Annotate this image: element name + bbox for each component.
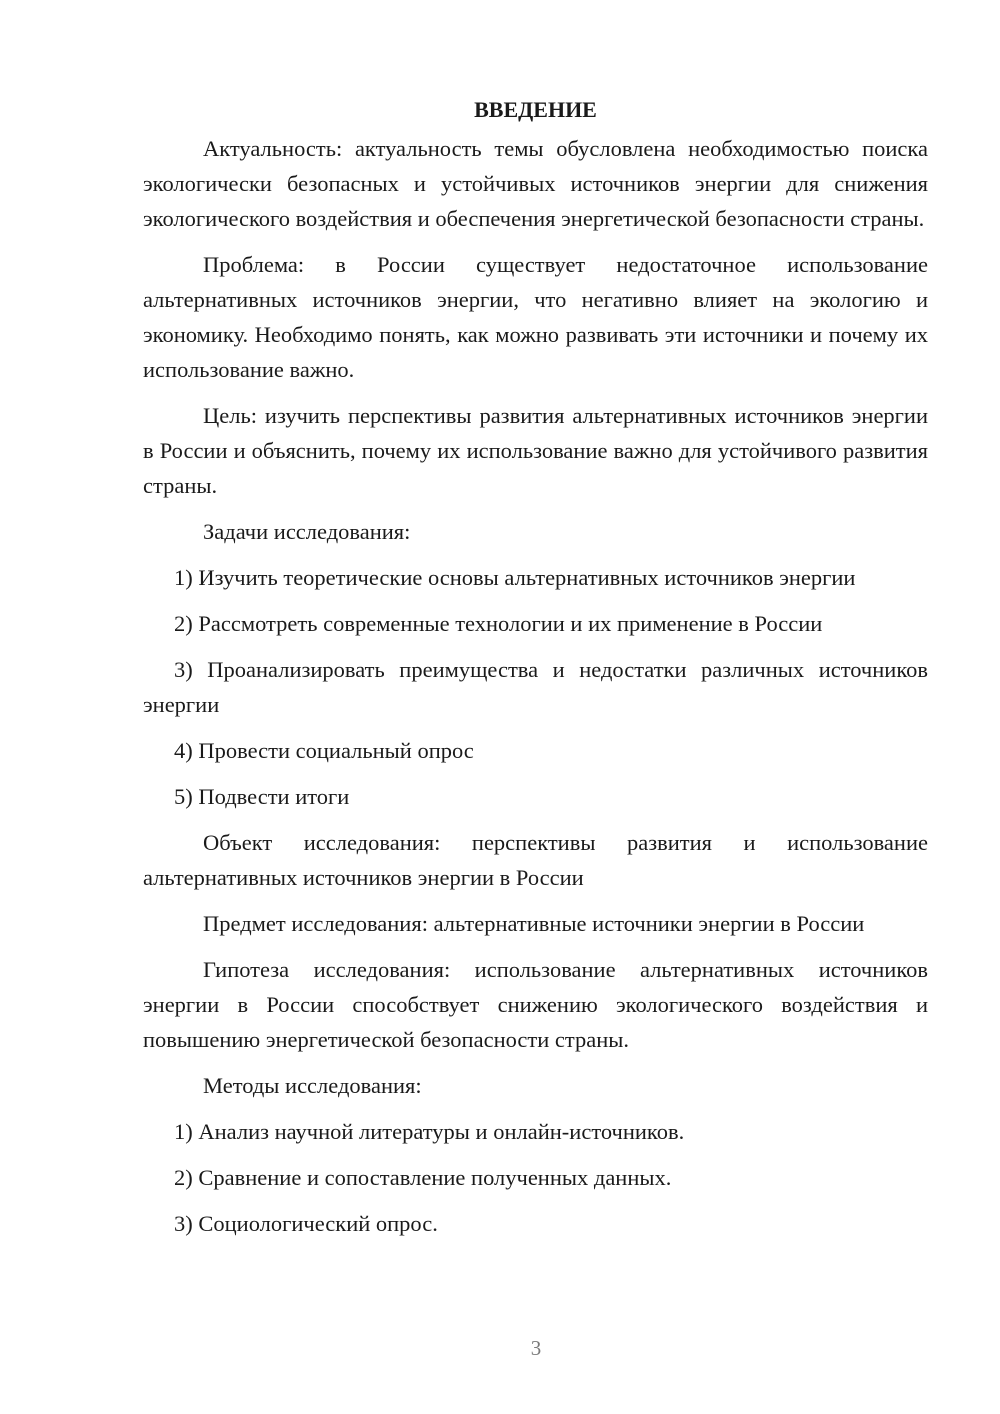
- paragraph-problem: Проблема: в России существует недостаточное использование альтернативных источников энергии, что негативно влияет на экологию и экономику. Необходимо понять, как можно развивать эти источники и почему их использование важно.: [143, 252, 928, 382]
- list-item-method-3: 3) Социологический опрос.: [174, 1211, 438, 1236]
- list-item-method-2: 2) Сравнение и сопоставление полученных данных.: [174, 1165, 672, 1190]
- list-item-task-4: 4) Провести социальный опрос: [174, 738, 474, 763]
- document-page: [143, 92, 928, 1252]
- list-item-method-1: 1) Анализ научной литературы и онлайн-источников.: [174, 1119, 685, 1144]
- paragraph-relevance: Актуальность: актуальность темы обусловлена необходимостью поиска экологически безопасных и устойчивых источников энергии для снижения экологического воздействия и обеспечения энергетической безопасности страны.: [143, 136, 928, 231]
- section-title: ВВЕДЕНИЕ: [474, 97, 597, 122]
- paragraph-subject: Предмет исследования: альтернативные источники энергии в России: [203, 911, 865, 936]
- paragraph-hypothesis: Гипотеза исследования: использование альтернативных источников энергии в России способствует снижению экологического воздействия и повышению энергетической безопасности страны.: [143, 957, 928, 1052]
- paragraph-tasks-heading: Задачи исследования:: [203, 519, 411, 544]
- page-number: 3: [530, 1336, 542, 1360]
- list-item-task-1: 1) Изучить теоретические основы альтернативных источников энергии: [174, 565, 856, 590]
- paragraph-object: Объект исследования: перспективы развития и использование альтернативных источников энергии в России: [143, 830, 928, 890]
- list-item-task-5: 5) Подвести итоги: [174, 784, 350, 809]
- paragraph-methods-heading: Методы исследования:: [203, 1073, 422, 1098]
- paragraph-goal: Цель: изучить перспективы развития альтернативных источников энергии в России и объяснить, почему их использование важно для устойчивого развития страны.: [143, 403, 928, 498]
- list-item-task-2: 2) Рассмотреть современные технологии и их применение в России: [174, 611, 823, 636]
- list-item-task-3: 3) Проанализировать преимущества и недостатки различных источников энергии: [143, 657, 928, 717]
